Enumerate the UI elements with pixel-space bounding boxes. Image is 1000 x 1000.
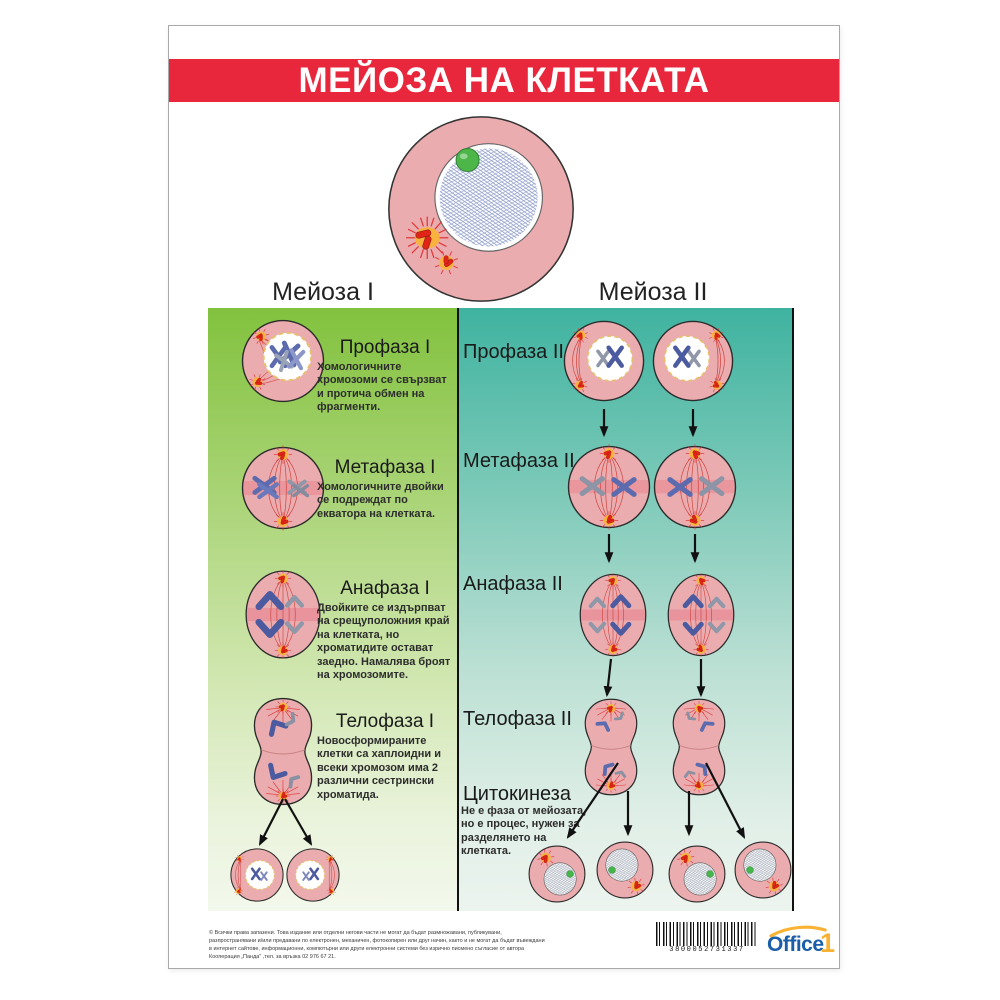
metaphase-1-cell [239, 444, 327, 532]
phase-title: Анафаза I [340, 578, 430, 599]
poster-title: МЕЙОЗА НА КЛЕТКАТА [298, 60, 710, 100]
label-telophase-2: Телофаза II [463, 708, 572, 730]
haploid-cell-1 [526, 843, 588, 905]
logo-word: Office [767, 933, 824, 956]
label-prophase-2: Профаза II [463, 341, 564, 363]
copyright-text: © Всички права запазени. Това издание или отделни негови части не могат да бъдат размножавани, публикувани, разпространявани и/или предавани по електронен, механичен, фотокопирен или друг начин, както и не могат да бъдат въвеждани в интернет сайтове, информационни, компютърни или други електронни системи без изрично писмено съгласие от автора Кооперация „Панда" ,тел. за връзка 02 976 67 21. [209, 929, 545, 961]
barcode-stripes [656, 922, 758, 946]
barcode-number: 3800052731337 [669, 946, 745, 954]
phase-block-metaphase-1 [317, 458, 453, 521]
phase-description: Двойките се издърпват на срещуположния край на клетката, но хроматидите остават заедно. Намалява броят на хромозомите. [317, 601, 451, 681]
anaphase-1-cell [242, 567, 324, 662]
office1-logo [767, 927, 835, 961]
haploid-cell-4 [732, 839, 794, 901]
haploid-cell-3 [666, 843, 728, 905]
prophase-1-cell [239, 317, 327, 405]
daughter-cell-2 [284, 846, 342, 904]
column-header-meiosis-1: Мейоза I [272, 278, 374, 306]
phase-description: Хомологичните хромозоми се свързват и протича обмен на фрагменти. [317, 360, 447, 414]
phase-description: Новосформираните клетки са хаплоидни и всеки хромозом има 2 различни сестрински хроматида. [317, 734, 442, 801]
anaphase-2-cell-2 [662, 569, 740, 661]
label-cytokinesis: Цитокинеза [463, 783, 571, 805]
phase-description: Хомологичните двойки се подреждат по екватора на клетката. [317, 480, 444, 520]
anaphase-2-cell-1 [574, 569, 652, 661]
cytokinesis-description: Не е фаза от мейозата, но е процес, нужен за разделянето на клетката. [461, 805, 587, 858]
metaphase-2-cell-1 [565, 443, 653, 531]
telophase-1-cell [241, 696, 325, 807]
telophase-2-cell-2 [661, 697, 737, 797]
phase-title: Профаза I [339, 337, 431, 358]
phase-block-telophase-1 [317, 712, 453, 802]
logo-one: 1 [819, 928, 835, 958]
column-header-meiosis-2: Мейоза II [598, 278, 708, 306]
prophase-2-cell-2 [650, 318, 736, 404]
haploid-cell-2 [594, 839, 656, 901]
label-anaphase-2: Анафаза II [463, 573, 563, 595]
phase-title: Телофаза I [335, 711, 435, 732]
phase-title: Метафаза I [334, 457, 436, 478]
prophase-2-cell-1 [561, 318, 647, 404]
title-banner [169, 59, 839, 102]
interphase-cell-illustration [385, 113, 577, 305]
barcode [656, 922, 758, 954]
daughter-cell-1 [228, 846, 286, 904]
telophase-2-cell-1 [573, 697, 649, 797]
label-metaphase-2: Метафаза II [463, 450, 575, 472]
metaphase-2-cell-2 [651, 443, 739, 531]
phase-block-anaphase-1 [317, 579, 453, 682]
poster-page [168, 25, 840, 969]
phase-block-prophase-1 [317, 338, 453, 415]
